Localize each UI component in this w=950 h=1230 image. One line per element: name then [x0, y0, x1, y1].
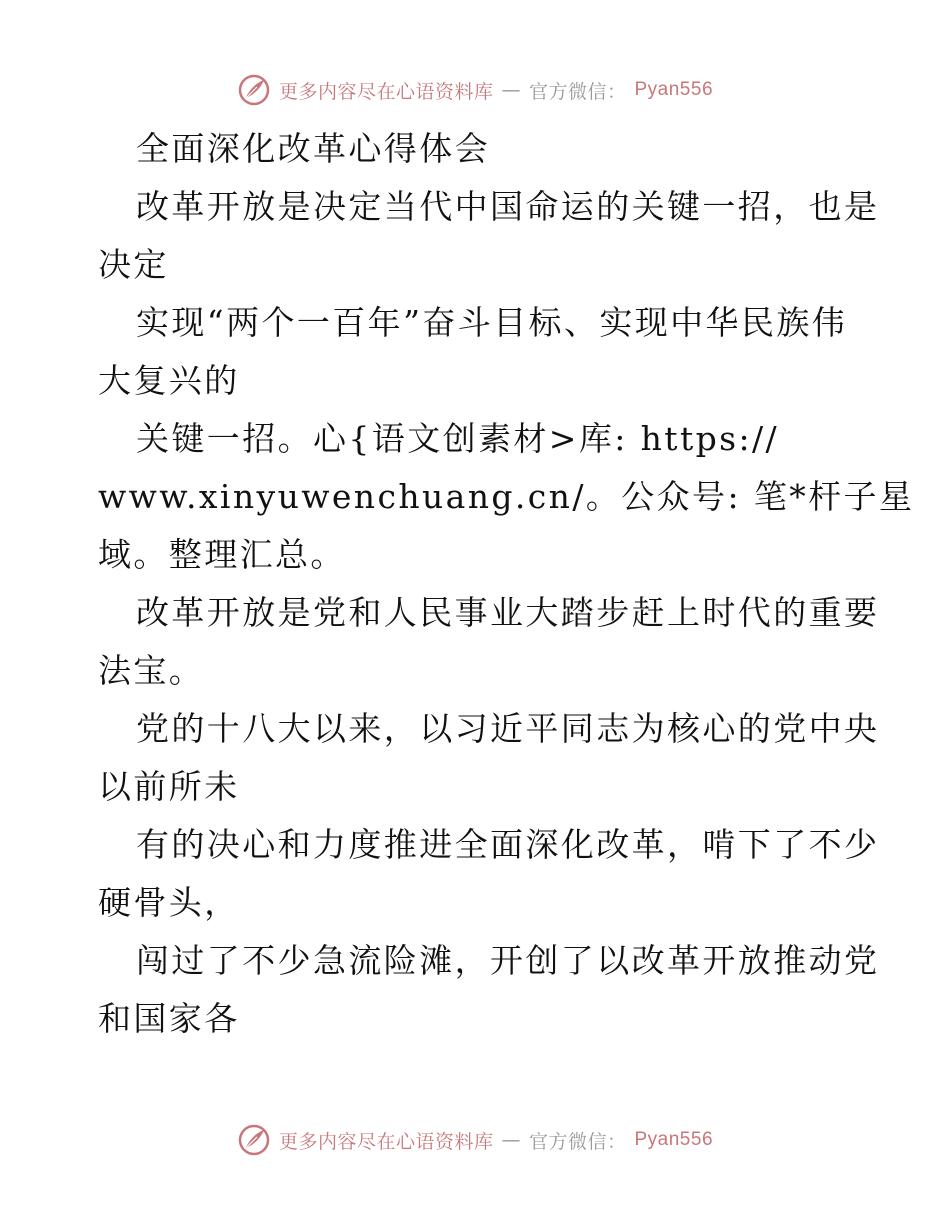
document-title: 全面深化改革心得体会 [136, 129, 490, 168]
watermark-separator: — [501, 79, 521, 101]
paragraph-line: 域。整理汇总。 [98, 535, 346, 574]
watermark-label: 官方微信： [528, 1130, 627, 1153]
paragraph-line: 硬骨头， [98, 883, 240, 922]
paragraph-line: 决定 [98, 245, 169, 284]
document-body [98, 120, 915, 1048]
feather-quill-logo-icon [237, 1123, 271, 1157]
watermark-wechat-id: Pyan556 [634, 1129, 714, 1150]
feather-quill-logo-icon [237, 73, 271, 107]
paragraph-line: 和国家各 [98, 999, 240, 1038]
header-watermark [0, 70, 950, 110]
paragraph-line: 改革开放是党和人民事业大踏步赶上时代的重要 [136, 593, 880, 632]
paragraph-line: 关键一招。心{语文创素材>库: https:// [136, 419, 780, 458]
paragraph-line: www.xinyuwenchuang.cn/。公众号: 笔*杆子星 [98, 477, 915, 516]
paragraph-line: 党的十八大以来，以习近平同志为核心的党中央 [136, 709, 880, 748]
paragraph-line: 有的决心和力度推进全面深化改革，啃下了不少 [136, 825, 880, 864]
paragraph-line: 闯过了不少急流险滩，开创了以改革开放推动党 [136, 941, 880, 980]
paragraph-line: 以前所未 [98, 767, 240, 806]
paragraph-line: 实现“两个一百年”奋斗目标、实现中华民族伟 [136, 303, 848, 342]
watermark-label: 官方微信： [528, 80, 627, 103]
paragraph-line: 法宝。 [98, 651, 205, 690]
footer-watermark [0, 1120, 950, 1160]
watermark-main-text: 更多内容尽在心语资料库 [278, 80, 494, 103]
watermark-separator: — [501, 1129, 521, 1151]
paragraph-line: 大复兴的 [98, 361, 240, 400]
paragraph-line: 改革开放是决定当代中国命运的关键一招，也是 [136, 187, 880, 226]
watermark-main-text: 更多内容尽在心语资料库 [278, 1130, 494, 1153]
watermark-wechat-id: Pyan556 [634, 79, 714, 100]
